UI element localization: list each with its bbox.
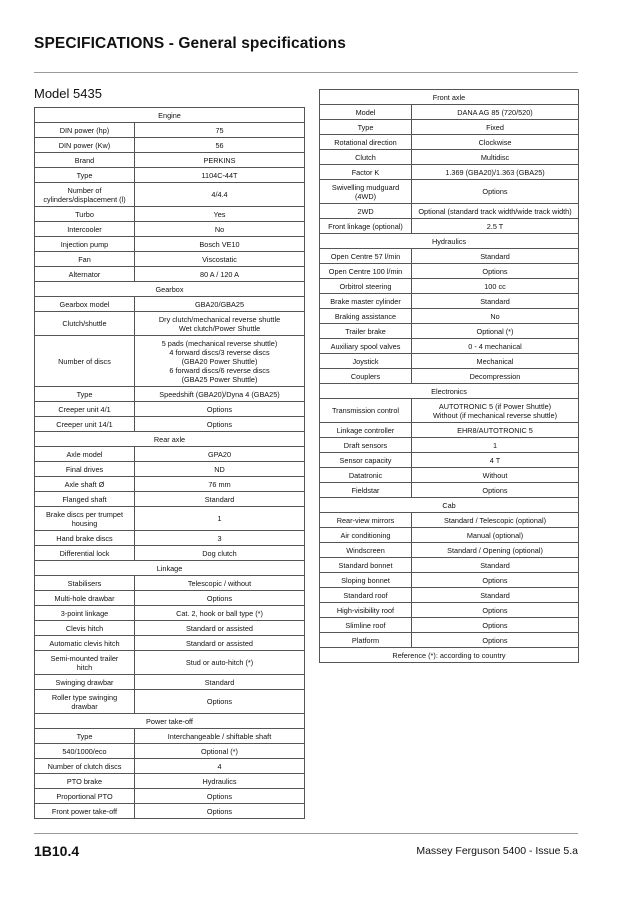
spec-row — [320, 573, 579, 588]
spec-value: 4 — [135, 759, 305, 774]
spec-label: Brand — [35, 153, 135, 168]
spec-label: High-visibility roof — [320, 603, 412, 618]
spec-row — [35, 636, 305, 651]
spec-label: Front power take-off — [35, 804, 135, 819]
spec-value: Options — [412, 483, 579, 498]
spec-value: Options — [135, 591, 305, 606]
spec-row — [320, 483, 579, 498]
spec-value: Options — [135, 789, 305, 804]
spec-value: Stud or auto-hitch (*) — [135, 651, 305, 675]
section-row — [320, 648, 579, 663]
section-heading: Electronics — [320, 384, 579, 399]
spec-value: Decompression — [412, 369, 579, 384]
section-row — [35, 282, 305, 297]
spec-label: Joystick — [320, 354, 412, 369]
spec-row — [320, 528, 579, 543]
spec-value: Standard — [135, 492, 305, 507]
section-heading: Gearbox — [35, 282, 305, 297]
spec-value: Multidisc — [412, 150, 579, 165]
spec-value: Standard or assisted — [135, 621, 305, 636]
spec-row — [320, 453, 579, 468]
spec-label: Model — [320, 105, 412, 120]
spec-row — [320, 135, 579, 150]
spec-value: 1104C-44T — [135, 168, 305, 183]
spec-row — [320, 264, 579, 279]
spec-label: 2WD — [320, 204, 412, 219]
spec-row — [35, 507, 305, 531]
spec-value: No — [412, 309, 579, 324]
spec-row — [320, 309, 579, 324]
header-divider — [34, 72, 578, 73]
spec-label: DIN power (hp) — [35, 123, 135, 138]
section-row — [35, 561, 305, 576]
spec-row — [35, 168, 305, 183]
spec-label: Brake discs per trumpet housing — [35, 507, 135, 531]
spec-row — [35, 804, 305, 819]
spec-label: Roller type swinging drawbar — [35, 690, 135, 714]
spec-label: Creeper unit 14/1 — [35, 417, 135, 432]
spec-row — [35, 387, 305, 402]
spec-row — [35, 237, 305, 252]
spec-row — [35, 402, 305, 417]
spec-row — [320, 165, 579, 180]
spec-row — [320, 558, 579, 573]
spec-row — [35, 297, 305, 312]
spec-value: Optional (*) — [135, 744, 305, 759]
spec-value: Options — [412, 603, 579, 618]
spec-value: GPA20 — [135, 447, 305, 462]
spec-label: Braking assistance — [320, 309, 412, 324]
spec-value: Dog clutch — [135, 546, 305, 561]
spec-value: GBA20/GBA25 — [135, 297, 305, 312]
spec-value: Standard — [412, 588, 579, 603]
spec-row — [320, 423, 579, 438]
spec-value: Interchangeable / shiftable shaft — [135, 729, 305, 744]
spec-row — [320, 339, 579, 354]
spec-label: Auxiliary spool valves — [320, 339, 412, 354]
spec-label: Gearbox model — [35, 297, 135, 312]
spec-value: Yes — [135, 207, 305, 222]
spec-value: Options — [135, 804, 305, 819]
spec-row — [35, 675, 305, 690]
spec-row — [35, 651, 305, 675]
spec-label: Final drives — [35, 462, 135, 477]
spec-row — [320, 279, 579, 294]
section-heading: Hydraulics — [320, 234, 579, 249]
spec-label: DIN power (Kw) — [35, 138, 135, 153]
spec-label: Sloping bonnet — [320, 573, 412, 588]
spec-value: Standard — [135, 675, 305, 690]
spec-label: Clutch/shuttle — [35, 312, 135, 336]
spec-row — [320, 438, 579, 453]
spec-value: 3 — [135, 531, 305, 546]
spec-row — [35, 774, 305, 789]
spec-label: Alternator — [35, 267, 135, 282]
spec-label: Number of clutch discs — [35, 759, 135, 774]
spec-value: Options — [412, 264, 579, 279]
spec-row — [320, 249, 579, 264]
spec-value: Viscostatic — [135, 252, 305, 267]
spec-value: Standard — [412, 558, 579, 573]
spec-row — [320, 354, 579, 369]
spec-label: Clevis hitch — [35, 621, 135, 636]
spec-row — [35, 789, 305, 804]
spec-value: 80 A / 120 A — [135, 267, 305, 282]
spec-row — [320, 324, 579, 339]
spec-label: Slimline roof — [320, 618, 412, 633]
spec-value: Options — [412, 573, 579, 588]
spec-value: AUTOTRONIC 5 (if Power Shuttle) Without (if mechanical reverse shuttle) — [412, 399, 579, 423]
spec-row — [35, 417, 305, 432]
spec-label: Sensor capacity — [320, 453, 412, 468]
spec-value: Without — [412, 468, 579, 483]
section-row — [320, 90, 579, 105]
spec-label: Swinging drawbar — [35, 675, 135, 690]
spec-value: 56 — [135, 138, 305, 153]
spec-label: Standard roof — [320, 588, 412, 603]
spec-value: Standard — [412, 249, 579, 264]
spec-label: Open Centre 100 l/min — [320, 264, 412, 279]
spec-row — [35, 462, 305, 477]
spec-row — [320, 180, 579, 204]
spec-row — [320, 588, 579, 603]
spec-value: Standard / Telescopic (optional) — [412, 513, 579, 528]
spec-row — [35, 183, 305, 207]
spec-label: Air conditioning — [320, 528, 412, 543]
spec-label: Flanged shaft — [35, 492, 135, 507]
spec-value: PERKINS — [135, 153, 305, 168]
spec-label: Type — [320, 120, 412, 135]
spec-value: 1 — [135, 507, 305, 531]
spec-row — [35, 729, 305, 744]
spec-label: Semi-mounted trailer hitch — [35, 651, 135, 675]
spec-value: Optional (standard track width/wide track width) — [412, 204, 579, 219]
section-heading: Rear axle — [35, 432, 305, 447]
model-heading: Model 5435 — [34, 86, 102, 101]
spec-value: ND — [135, 462, 305, 477]
spec-label: Platform — [320, 633, 412, 648]
spec-label: Type — [35, 168, 135, 183]
spec-row — [320, 294, 579, 309]
section-row — [320, 498, 579, 513]
spec-value: Mechanical — [412, 354, 579, 369]
spec-label: Axle shaft Ø — [35, 477, 135, 492]
spec-value: Standard or assisted — [135, 636, 305, 651]
spec-label: Injection pump — [35, 237, 135, 252]
spec-value: Fixed — [412, 120, 579, 135]
spec-label: Standard bonnet — [320, 558, 412, 573]
spec-row — [320, 618, 579, 633]
spec-value: Clockwise — [412, 135, 579, 150]
section-heading: Reference (*): according to country — [320, 648, 579, 663]
spec-row — [320, 219, 579, 234]
spec-label: Proportional PTO — [35, 789, 135, 804]
spec-row — [320, 399, 579, 423]
spec-label: PTO brake — [35, 774, 135, 789]
spec-row — [35, 576, 305, 591]
spec-label: Number of discs — [35, 336, 135, 387]
spec-row — [320, 105, 579, 120]
spec-row — [35, 267, 305, 282]
spec-row — [35, 477, 305, 492]
section-row — [35, 714, 305, 729]
spec-value: EHR8/AUTOTRONIC 5 — [412, 423, 579, 438]
spec-row — [35, 123, 305, 138]
spec-value: Options — [412, 633, 579, 648]
spec-label: Type — [35, 387, 135, 402]
section-heading: Power take-off — [35, 714, 305, 729]
spec-label: Trailer brake — [320, 324, 412, 339]
spec-row — [320, 369, 579, 384]
spec-row — [320, 150, 579, 165]
spec-value: 5 pads (mechanical reverse shuttle) 4 forward discs/3 reverse discs (GBA20 Power Shuttle) 6 forward discs/6 reverse discs (GBA25 Power Shuttle) — [135, 336, 305, 387]
spec-value: Telescopic / without — [135, 576, 305, 591]
spec-value: Options — [412, 180, 579, 204]
spec-row — [320, 633, 579, 648]
spec-label: Fieldstar — [320, 483, 412, 498]
spec-label: Front linkage (optional) — [320, 219, 412, 234]
spec-value: 4/4.4 — [135, 183, 305, 207]
spec-label: 3-point linkage — [35, 606, 135, 621]
spec-label: Rotational direction — [320, 135, 412, 150]
spec-row — [320, 468, 579, 483]
spec-value: Options — [135, 690, 305, 714]
spec-label: Turbo — [35, 207, 135, 222]
spec-label: Couplers — [320, 369, 412, 384]
spec-value: 4 T — [412, 453, 579, 468]
spec-label: Stabilisers — [35, 576, 135, 591]
spec-label: Automatic clevis hitch — [35, 636, 135, 651]
spec-label: Factor K — [320, 165, 412, 180]
spec-value: Options — [135, 417, 305, 432]
document-info: Massey Ferguson 5400 - Issue 5.a — [416, 845, 578, 857]
spec-value: Optional (*) — [412, 324, 579, 339]
spec-label: Swivelling mudguard (4WD) — [320, 180, 412, 204]
right-spec-table — [319, 89, 579, 663]
section-heading: Engine — [35, 108, 305, 123]
spec-label: 540/1000/eco — [35, 744, 135, 759]
section-row — [320, 234, 579, 249]
spec-row — [35, 312, 305, 336]
spec-label: Datatronic — [320, 468, 412, 483]
spec-value: Dry clutch/mechanical reverse shuttle Wet clutch/Power Shuttle — [135, 312, 305, 336]
section-heading: Linkage — [35, 561, 305, 576]
section-row — [35, 432, 305, 447]
spec-row — [35, 447, 305, 462]
spec-row — [320, 204, 579, 219]
spec-value: Options — [412, 618, 579, 633]
spec-row — [35, 492, 305, 507]
spec-value: 0 - 4 mechanical — [412, 339, 579, 354]
spec-label: Intercooler — [35, 222, 135, 237]
spec-value: Speedshift (GBA20)/Dyna 4 (GBA25) — [135, 387, 305, 402]
spec-label: Transmission control — [320, 399, 412, 423]
spec-row — [35, 336, 305, 387]
spec-label: Axle model — [35, 447, 135, 462]
section-heading: Front axle — [320, 90, 579, 105]
spec-label: Type — [35, 729, 135, 744]
spec-label: Linkage controller — [320, 423, 412, 438]
spec-row — [35, 546, 305, 561]
spec-label: Windscreen — [320, 543, 412, 558]
spec-label: Rear-view mirrors — [320, 513, 412, 528]
spec-value: Hydraulics — [135, 774, 305, 789]
spec-row — [35, 591, 305, 606]
spec-value: 75 — [135, 123, 305, 138]
spec-label: Open Centre 57 l/min — [320, 249, 412, 264]
spec-value: 76 mm — [135, 477, 305, 492]
page-code: 1B10.4 — [34, 843, 80, 859]
spec-label: Differential lock — [35, 546, 135, 561]
spec-label: Creeper unit 4/1 — [35, 402, 135, 417]
spec-row — [320, 513, 579, 528]
spec-row — [35, 621, 305, 636]
spec-row — [35, 690, 305, 714]
spec-value: Standard / Opening (optional) — [412, 543, 579, 558]
spec-row — [320, 543, 579, 558]
spec-value: Manual (optional) — [412, 528, 579, 543]
section-row — [35, 108, 305, 123]
spec-value: 2.5 T — [412, 219, 579, 234]
spec-value: Bosch VE10 — [135, 237, 305, 252]
spec-label: Fan — [35, 252, 135, 267]
spec-value: Standard — [412, 294, 579, 309]
spec-row — [35, 207, 305, 222]
spec-row — [35, 252, 305, 267]
spec-value: 100 cc — [412, 279, 579, 294]
spec-row — [320, 120, 579, 135]
spec-row — [35, 153, 305, 168]
spec-row — [35, 222, 305, 237]
spec-row — [35, 744, 305, 759]
page-title: SPECIFICATIONS - General specifications — [34, 35, 346, 52]
footer-divider — [34, 833, 578, 834]
spec-label: Hand brake discs — [35, 531, 135, 546]
spec-value: Cat. 2, hook or ball type (*) — [135, 606, 305, 621]
spec-label: Multi-hole drawbar — [35, 591, 135, 606]
spec-value: No — [135, 222, 305, 237]
spec-row — [320, 603, 579, 618]
spec-label: Brake master cylinder — [320, 294, 412, 309]
spec-label: Clutch — [320, 150, 412, 165]
spec-value: 1.369 (GBA20)/1.363 (GBA25) — [412, 165, 579, 180]
spec-label: Number of cylinders/displacement (l) — [35, 183, 135, 207]
spec-row — [35, 138, 305, 153]
spec-label: Orbitrol steering — [320, 279, 412, 294]
section-heading: Cab — [320, 498, 579, 513]
spec-row — [35, 606, 305, 621]
spec-row — [35, 759, 305, 774]
spec-value: DANA AG 85 (720/520) — [412, 105, 579, 120]
spec-value: Options — [135, 402, 305, 417]
left-spec-table — [34, 107, 305, 819]
spec-label: Draft sensors — [320, 438, 412, 453]
spec-value: 1 — [412, 438, 579, 453]
section-row — [320, 384, 579, 399]
spec-row — [35, 531, 305, 546]
